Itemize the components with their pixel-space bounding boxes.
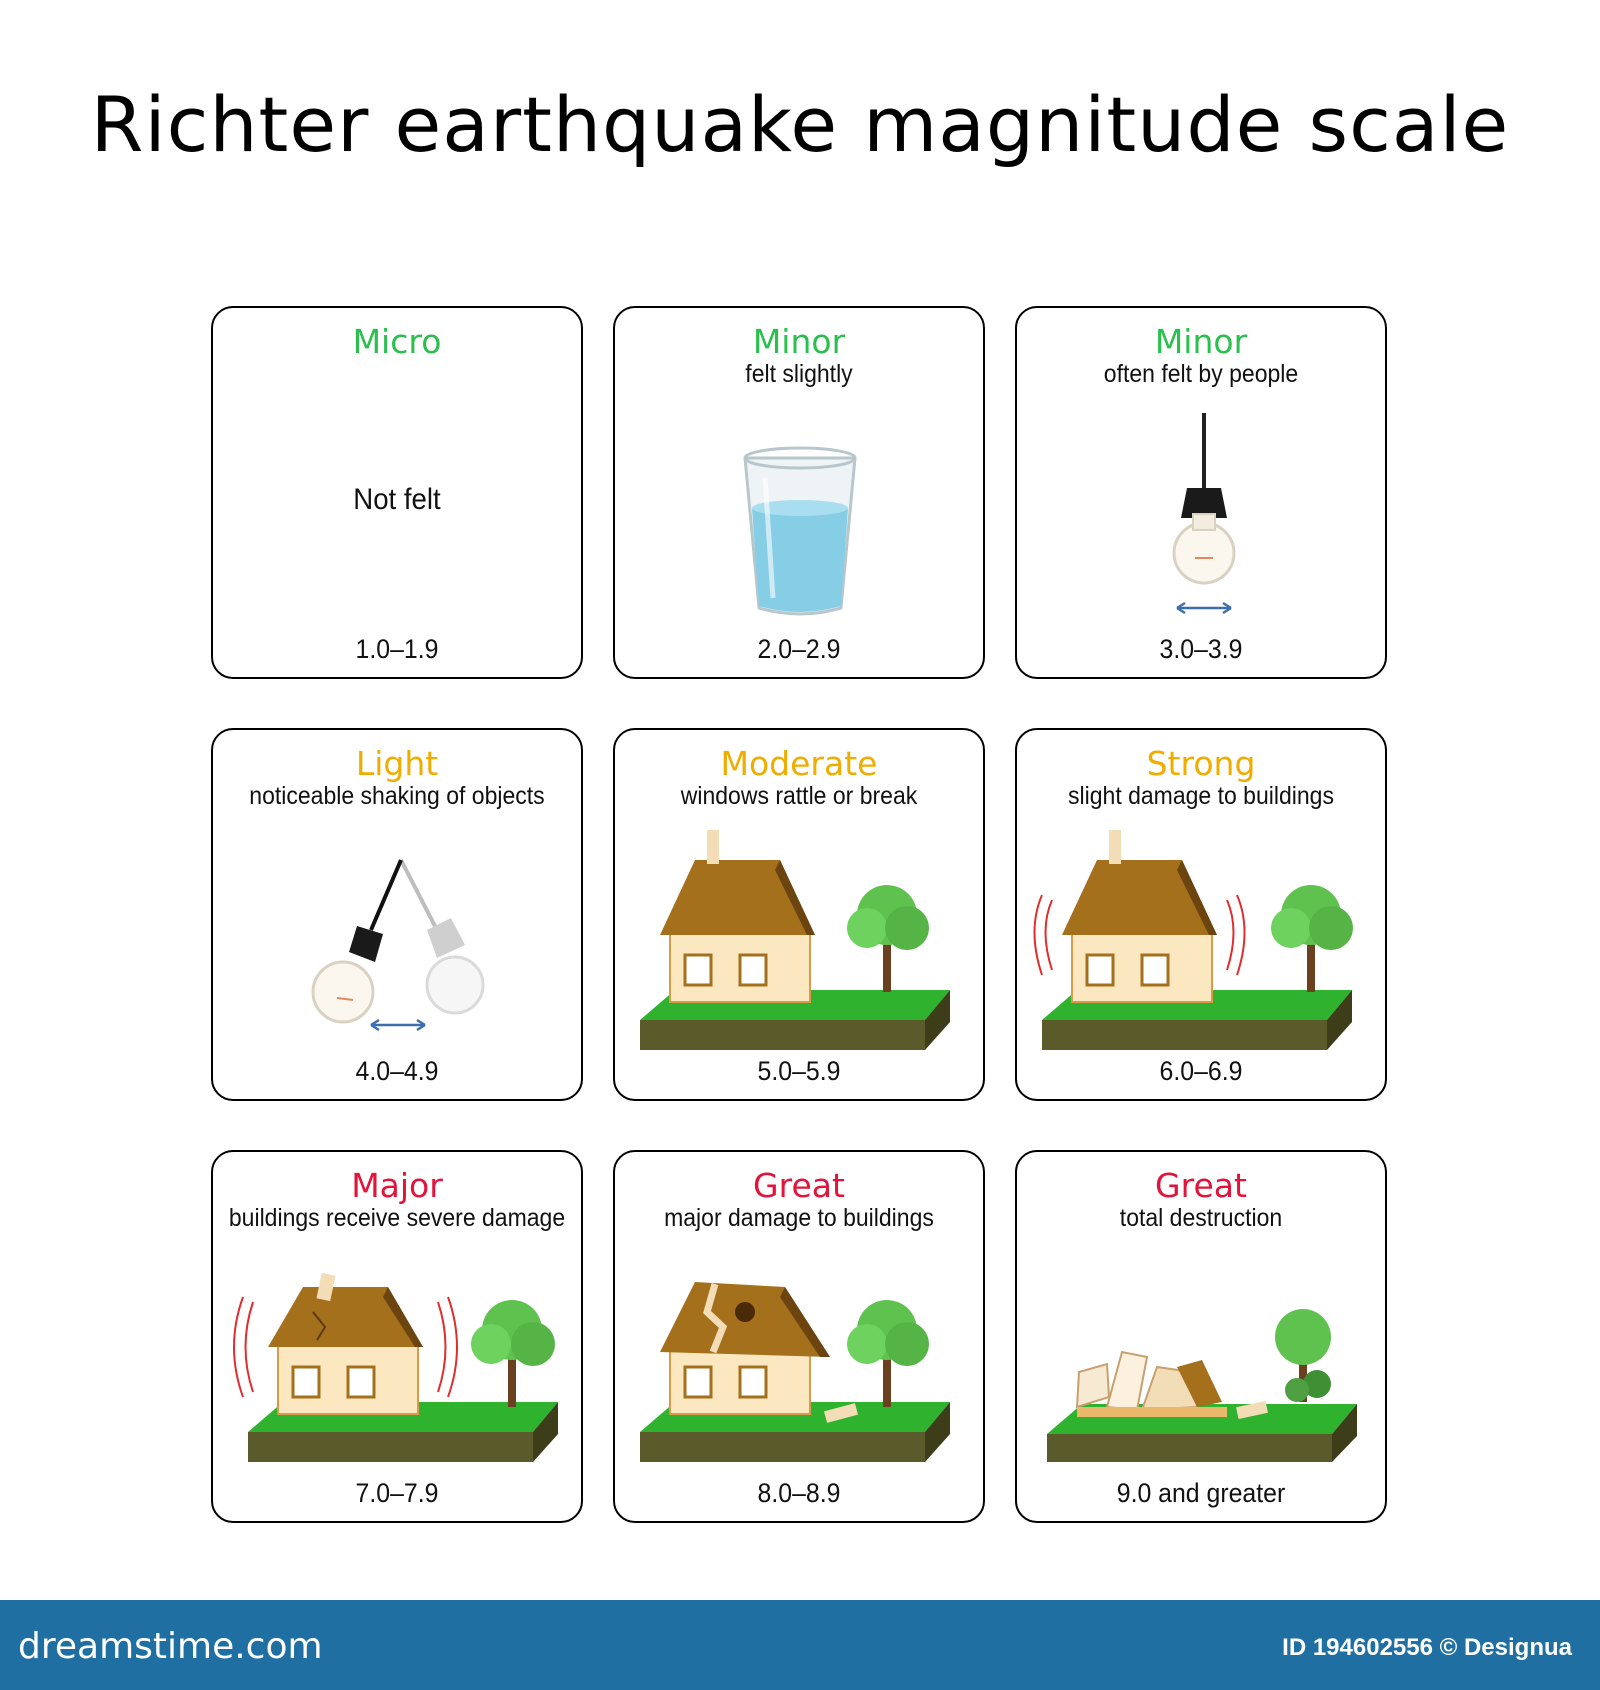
card-category: Moderate [720, 744, 878, 783]
card-description: often felt by people [1103, 360, 1299, 388]
card-magnitude: 8.0–8.9 [757, 1478, 841, 1508]
cracked-house-icon [615, 1152, 985, 1523]
magnitude-card-light [211, 728, 583, 1101]
card-description: windows rattle or break [680, 782, 918, 810]
card-middle-text: Not felt [353, 483, 441, 516]
card-description: noticeable shaking of objects [249, 782, 545, 810]
card-category: Light [355, 744, 439, 783]
house-icon [615, 730, 985, 1101]
magnitude-card-micro [211, 306, 583, 679]
damaged-house-icon [213, 1152, 583, 1523]
card-category: Major [351, 1166, 443, 1205]
magnitude-card-moderate [613, 728, 985, 1101]
magnitude-card-minor-2 [1015, 306, 1387, 679]
card-description: buildings receive severe damage [228, 1204, 566, 1232]
card-magnitude: 9.0 and greater [1116, 1478, 1286, 1508]
card-category: Micro [352, 322, 442, 361]
card-description: felt slightly [745, 360, 853, 388]
card-magnitude: 7.0–7.9 [355, 1478, 439, 1508]
card-category: Strong [1146, 744, 1256, 783]
card-description: slight damage to buildings [1068, 782, 1334, 810]
card-category: Minor [752, 322, 846, 361]
card-magnitude: 6.0–6.9 [1159, 1056, 1243, 1086]
magnitude-card-strong [1015, 728, 1387, 1101]
card-magnitude: 5.0–5.9 [757, 1056, 841, 1086]
card-category: Great [1155, 1166, 1247, 1205]
shaking-house-icon [1017, 730, 1387, 1101]
footer-bar [0, 1600, 1600, 1690]
hanging-bulb-icon [1017, 308, 1387, 679]
magnitude-card-great-2 [1015, 1150, 1387, 1523]
magnitude-card-major [211, 1150, 583, 1523]
card-description: major damage to buildings [664, 1204, 934, 1232]
card-category: Minor [1154, 322, 1248, 361]
glass-of-water-icon [615, 308, 985, 679]
card-category: Great [753, 1166, 845, 1205]
magnitude-card-minor-1 [613, 306, 985, 679]
magnitude-card-great-1 [613, 1150, 985, 1523]
footer-credit: ID 194602556 © Designua [1282, 1634, 1572, 1661]
destroyed-house-icon [1017, 1152, 1387, 1523]
card-magnitude: 2.0–2.9 [757, 634, 841, 664]
card-magnitude: 3.0–3.9 [1159, 634, 1243, 664]
page-title: Richter earthquake magnitude scale [90, 80, 1510, 169]
card-magnitude: 1.0–1.9 [355, 634, 439, 664]
card-magnitude: 4.0–4.9 [355, 1056, 439, 1086]
swinging-bulb-icon [213, 730, 583, 1101]
footer-brand[interactable]: dreamstime.com [18, 1626, 323, 1667]
card-description: total destruction [1119, 1204, 1283, 1232]
